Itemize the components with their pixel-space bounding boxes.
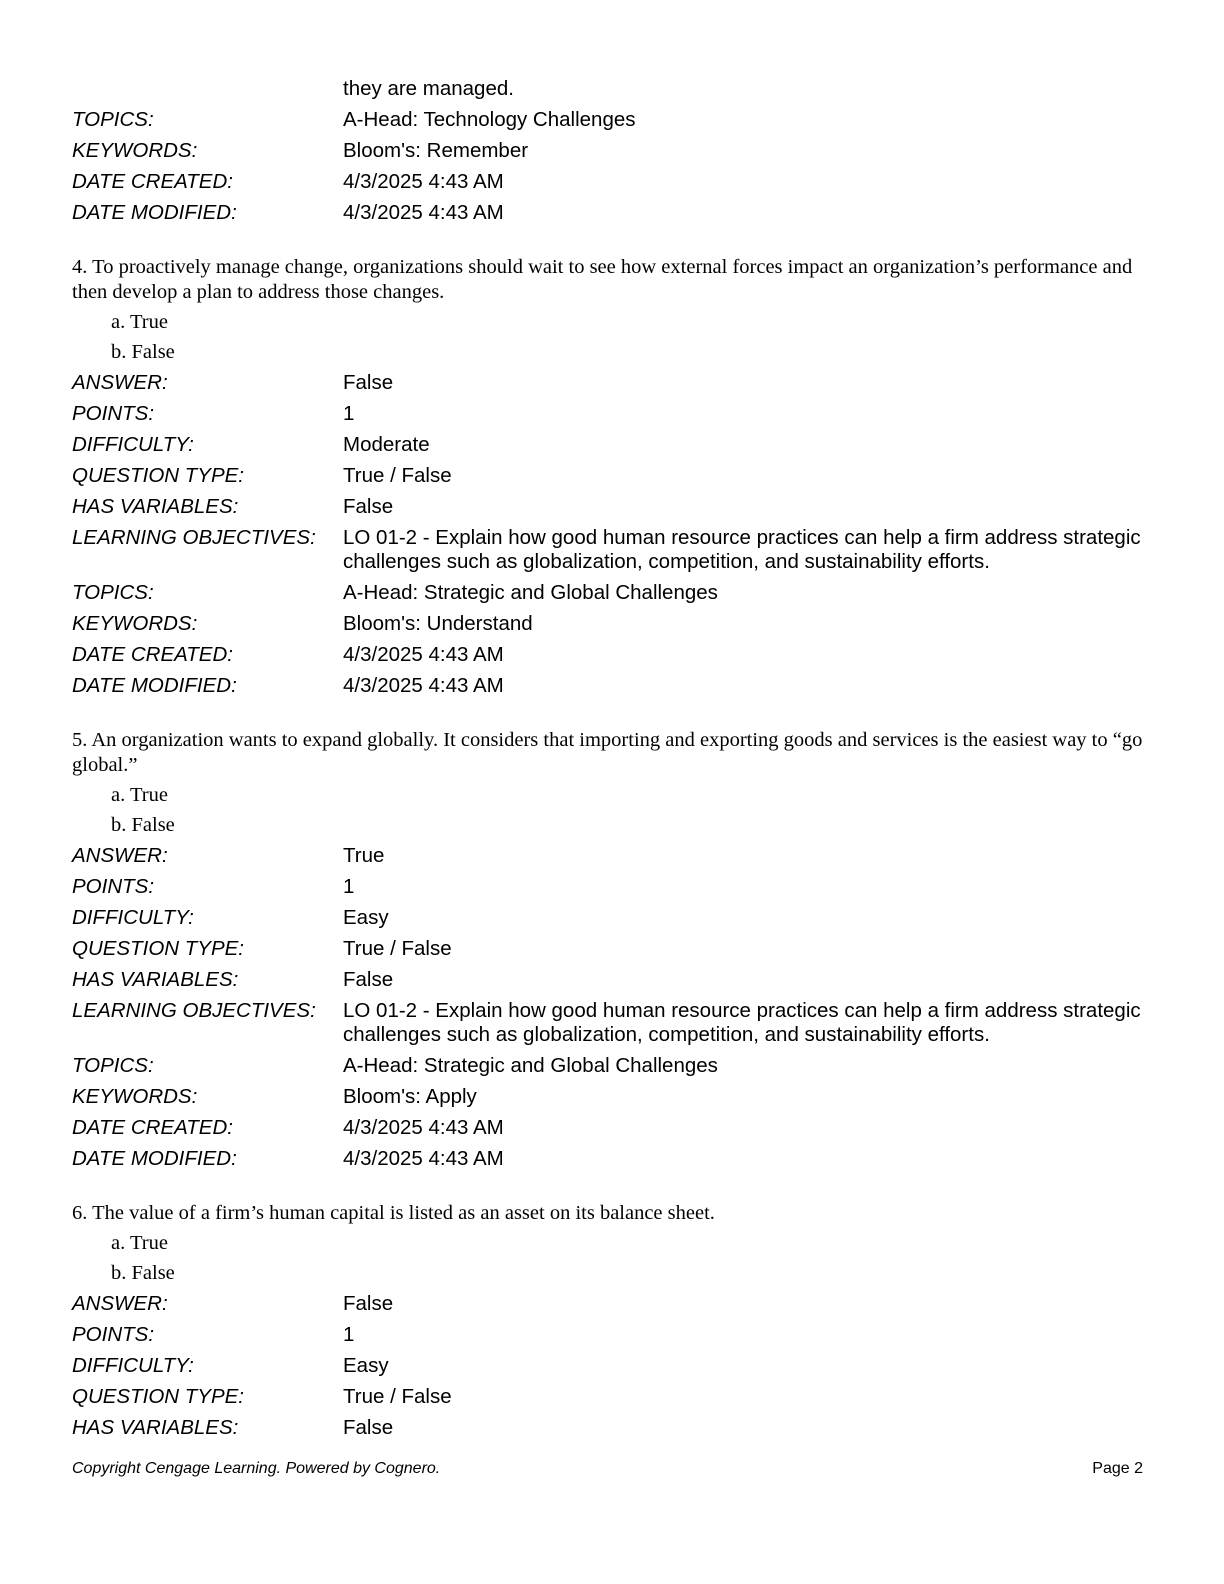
meta-value: False [343,1415,394,1439]
meta-value: A-Head: Strategic and Global Challenges [343,1053,718,1077]
question-block-5 [72,728,1152,1174]
meta-label: TOPICS: [72,580,154,604]
option-true: a. True [111,784,168,806]
meta-value: 4/3/2025 4:43 AM [343,642,504,666]
question-text: 4. To proactively manage change, organizations should wait to see how external forces impact an organization’s performance and then develop a plan to address those changes. [72,256,1133,303]
meta-row-has-variables [72,964,1152,995]
question-block-4 [72,255,1152,701]
meta-value: 4/3/2025 4:43 AM [343,1146,504,1170]
meta-value: True [343,843,385,867]
meta-value: True / False [343,1384,452,1408]
meta-value: Bloom's: Understand [343,611,533,635]
meta-value: False [343,370,394,394]
meta-row-question-type [72,460,1152,491]
meta-label: DATE CREATED: [72,642,233,666]
meta-label: LEARNING OBJECTIVES: [72,525,316,549]
meta-row-date-modified [72,670,1152,701]
option-true: a. True [111,1232,168,1254]
meta-value: 4/3/2025 4:43 AM [343,200,504,224]
meta-value: 1 [343,874,355,898]
meta-value: True / False [343,463,452,487]
meta-value: LO 01-2 - Explain how good human resource practices can help a firm address strategic challenges such as globalization, competition, and sustainability efforts. [343,525,1147,573]
question-block-6 [72,1201,1152,1443]
meta-value: Bloom's: Remember [343,138,529,162]
meta-row-learning-objectives-tail [72,73,1152,104]
page-footer [72,1459,1143,1479]
meta-label: QUESTION TYPE: [72,1384,244,1408]
meta-row-answer [72,840,1152,871]
meta-row-has-variables [72,1412,1152,1443]
meta-row-points [72,1319,1152,1350]
meta-row-difficulty [72,902,1152,933]
meta-row-keywords [72,1081,1152,1112]
meta-label: QUESTION TYPE: [72,463,244,487]
meta-value: 4/3/2025 4:43 AM [343,673,504,697]
option-false: b. False [111,341,175,363]
meta-row-learning-objectives [72,995,1152,1050]
meta-value: False [343,1291,394,1315]
meta-row-topics [72,577,1152,608]
meta-row-keywords [72,608,1152,639]
meta-label: DATE MODIFIED: [72,1146,237,1170]
question-text: 6. The value of a firm’s human capital is listed as an asset on its balance sheet. [72,1202,715,1224]
meta-label: DATE CREATED: [72,1115,233,1139]
meta-label: DIFFICULTY: [72,1353,194,1377]
meta-value: 4/3/2025 4:43 AM [343,169,504,193]
meta-value: Easy [343,905,389,929]
meta-value: Bloom's: Apply [343,1084,477,1108]
meta-value: Moderate [343,432,430,456]
option-false: b. False [111,1262,175,1284]
meta-label: POINTS: [72,401,155,425]
meta-row-topics [72,104,1152,135]
meta-label: QUESTION TYPE: [72,936,244,960]
meta-row-date-created [72,166,1152,197]
meta-label: DATE MODIFIED: [72,200,237,224]
meta-value: A-Head: Strategic and Global Challenges [343,580,718,604]
page-number: Page 2 [1092,1460,1143,1477]
meta-value: 1 [343,1322,355,1346]
meta-row-topics [72,1050,1152,1081]
meta-label: ANSWER: [72,1291,168,1315]
meta-row-difficulty [72,1350,1152,1381]
meta-label: KEYWORDS: [72,611,198,635]
meta-label: HAS VARIABLES: [72,1415,239,1439]
meta-value: 1 [343,401,355,425]
meta-row-date-modified [72,1143,1152,1174]
meta-row-answer [72,1288,1152,1319]
meta-row-difficulty [72,429,1152,460]
meta-label: LEARNING OBJECTIVES: [72,998,316,1022]
meta-label: KEYWORDS: [72,138,198,162]
meta-label: POINTS: [72,874,155,898]
meta-row-keywords [72,135,1152,166]
meta-label: DIFFICULTY: [72,432,194,456]
meta-value: False [343,967,394,991]
meta-row-points [72,398,1152,429]
meta-label: DATE MODIFIED: [72,673,237,697]
document-page [72,72,1152,1443]
meta-label: HAS VARIABLES: [72,494,239,518]
meta-value: they are managed. [343,76,514,100]
option-false: b. False [111,814,175,836]
meta-row-date-created [72,1112,1152,1143]
meta-label: KEYWORDS: [72,1084,198,1108]
meta-row-has-variables [72,491,1152,522]
meta-row-points [72,871,1152,902]
meta-label: TOPICS: [72,1053,154,1077]
meta-label: ANSWER: [72,843,168,867]
meta-row-question-type [72,1381,1152,1412]
meta-value: False [343,494,394,518]
meta-label: DATE CREATED: [72,169,233,193]
meta-label: DIFFICULTY: [72,905,194,929]
meta-value: A-Head: Technology Challenges [343,107,636,131]
meta-label: ANSWER: [72,370,168,394]
continuation-block [72,73,1152,228]
meta-value: Easy [343,1353,389,1377]
question-text: 5. An organization wants to expand globally. It considers that importing and exporting goods and services is the easiest way to “go global.” [72,729,1143,776]
meta-label: HAS VARIABLES: [72,967,239,991]
meta-label: TOPICS: [72,107,154,131]
meta-row-answer [72,367,1152,398]
copyright-text: Copyright Cengage Learning. Powered by Cognero. [72,1460,441,1477]
meta-value: True / False [343,936,452,960]
meta-row-question-type [72,933,1152,964]
option-true: a. True [111,311,168,333]
meta-row-date-modified [72,197,1152,228]
meta-row-date-created [72,639,1152,670]
meta-label: POINTS: [72,1322,155,1346]
meta-value: LO 01-2 - Explain how good human resource practices can help a firm address strategic challenges such as globalization, competition, and sustainability efforts. [343,998,1147,1046]
meta-value: 4/3/2025 4:43 AM [343,1115,504,1139]
meta-row-learning-objectives [72,522,1152,577]
